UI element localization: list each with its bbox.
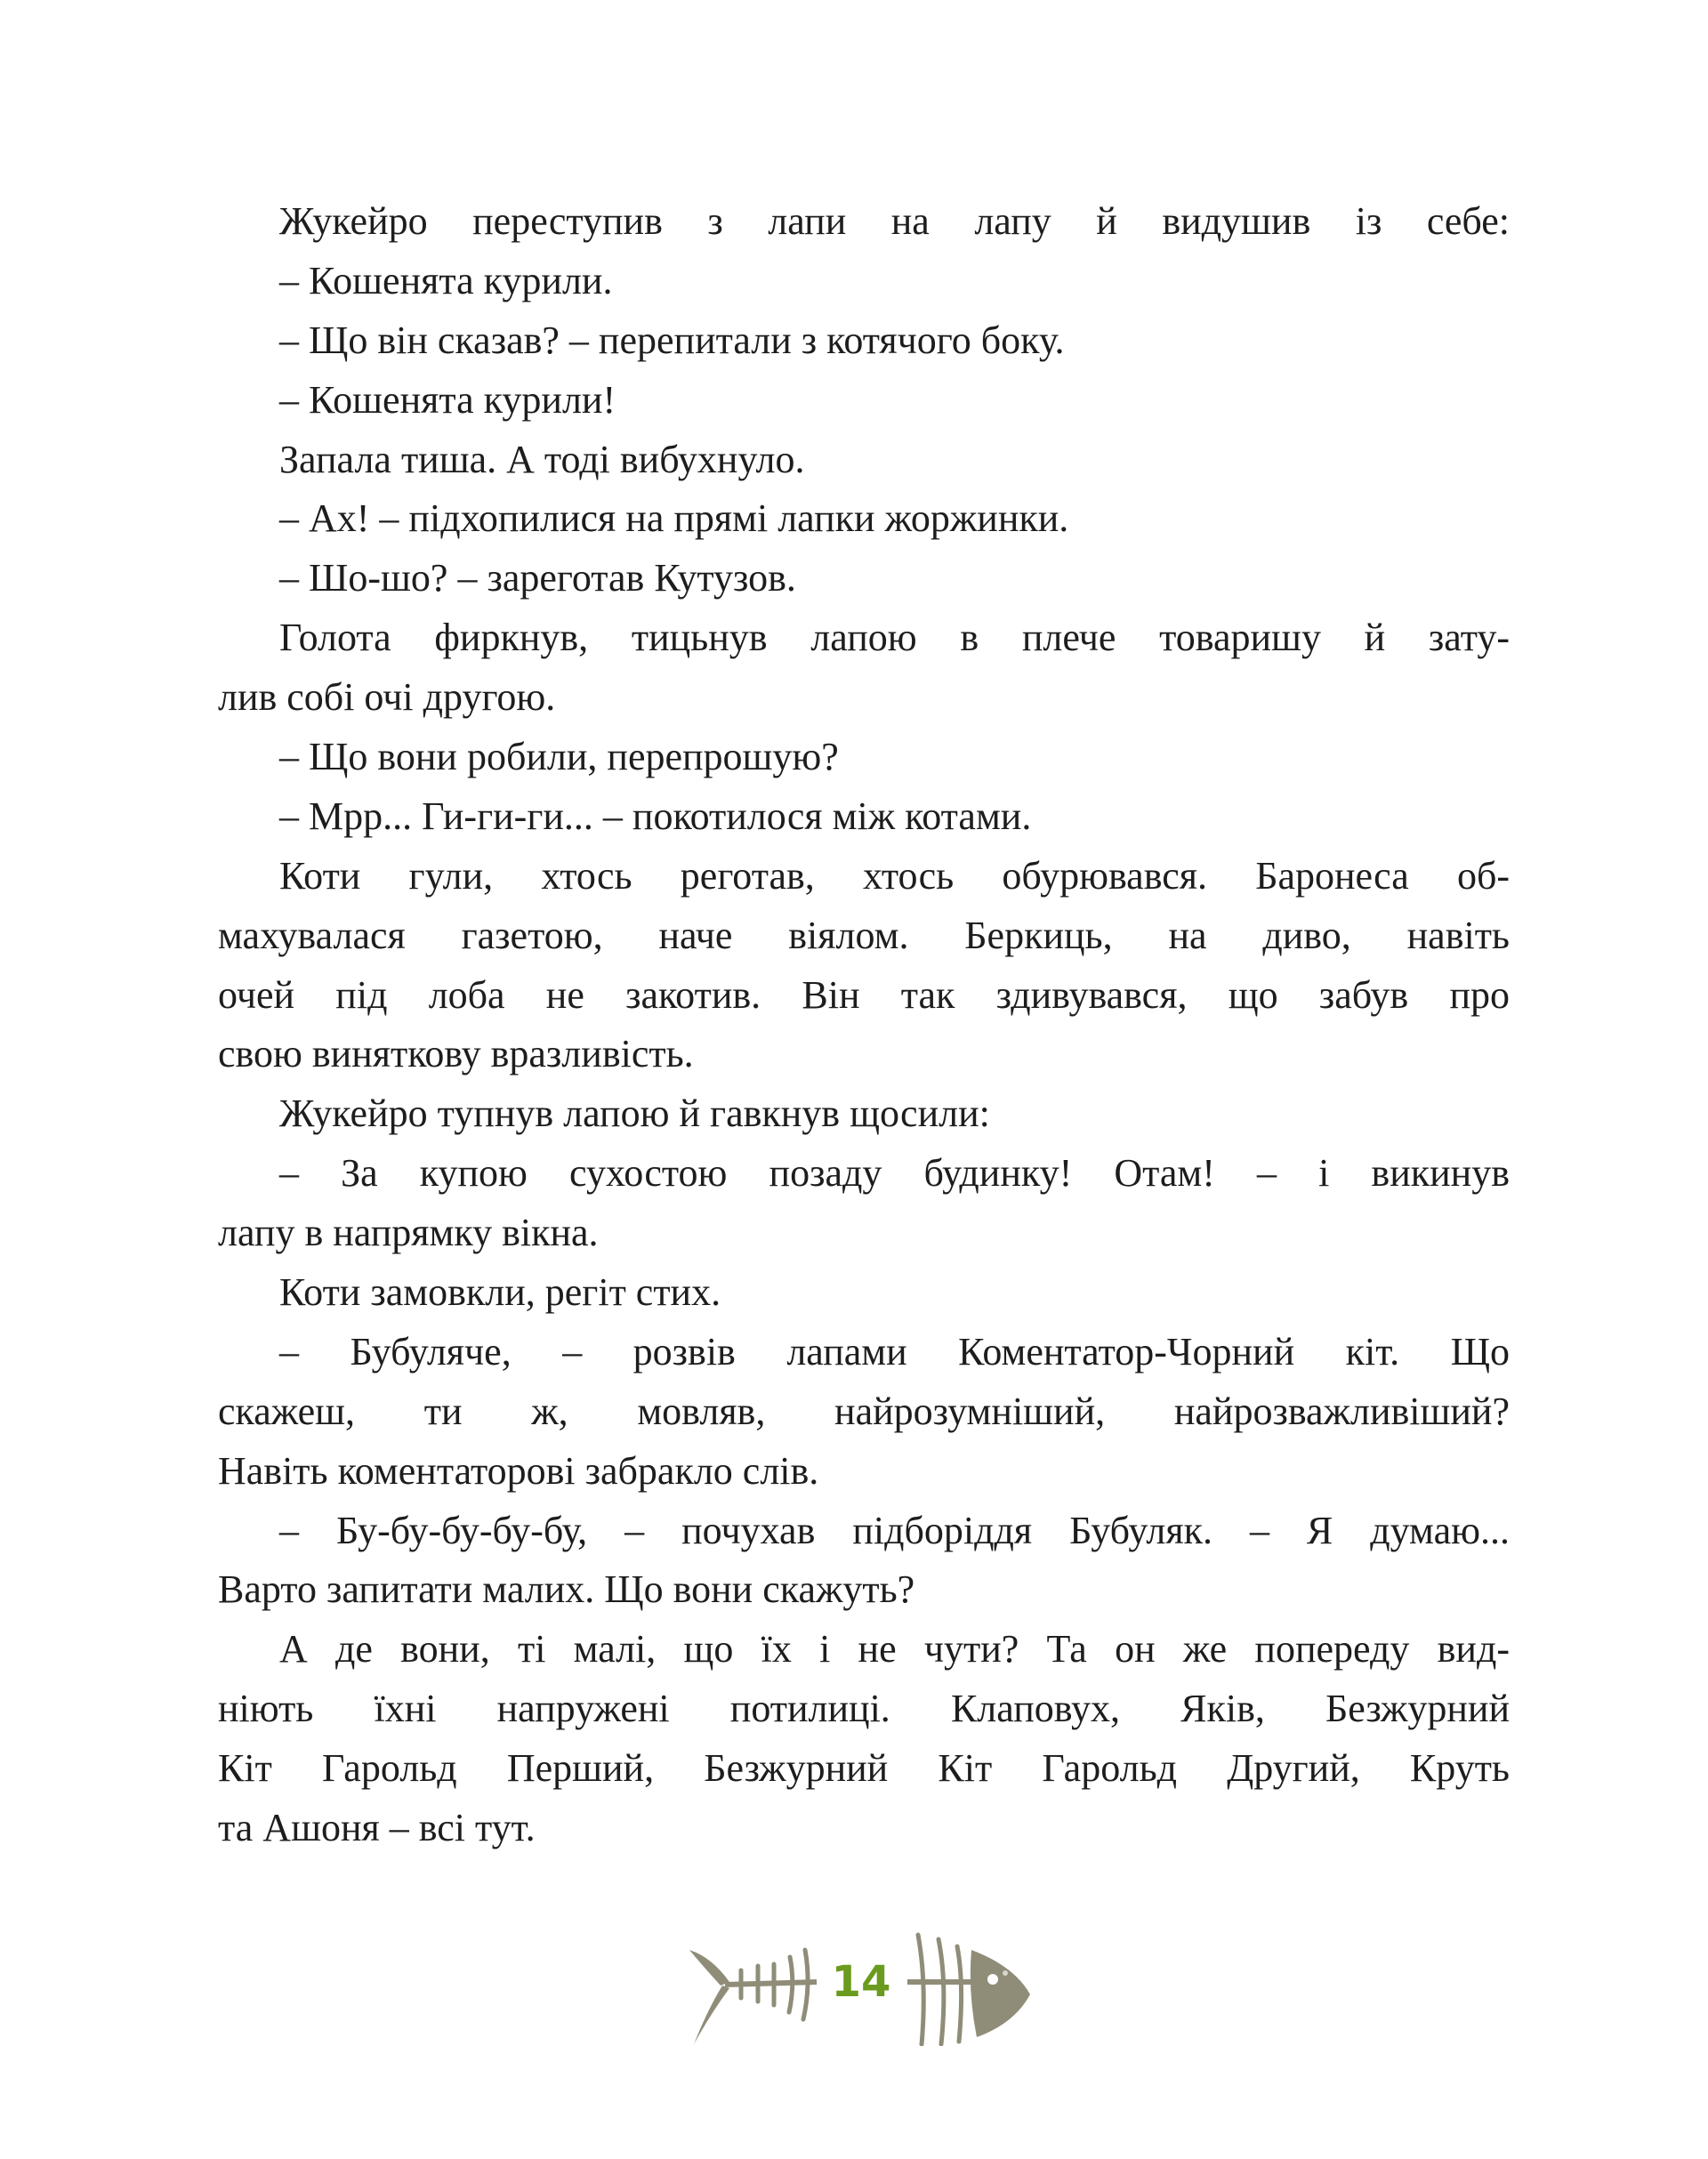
text-line: Жукейро тупнув лапою й гавкнув щосили: — [279, 1092, 990, 1136]
text-line: – Кошенята курили. — [279, 258, 613, 302]
text-line: та Ашоня – всі тут. — [218, 1806, 536, 1850]
text-line: – За купою сухостою позаду будинку! Отам! – і викинув — [279, 1151, 1510, 1196]
text-line: А де вони, ті малі, що їх і не чути? Та он же попереду вид- — [279, 1627, 1510, 1672]
text-line: Голота фиркнув, тицьнув лапою в плече товаришу й зату- — [279, 616, 1510, 660]
fish-tail-skeleton-icon — [685, 1930, 818, 2046]
text-line: лив собі очі другою. — [218, 675, 556, 720]
text-line: свою виняткову вразливість. — [218, 1032, 694, 1076]
text-line: скажеш, ти ж, мовляв, найрозумніший, найрозважливіший? — [218, 1389, 1510, 1433]
text-line: Коти замовкли, регіт стих. — [279, 1270, 721, 1315]
text-line: ніють їхні напружені потилиці. Клаповух, Яків, Безжурний — [218, 1687, 1510, 1731]
fish-head-skeleton-icon — [907, 1930, 1032, 2046]
text-line: – Що вони робили, перепрошую? — [279, 735, 839, 779]
text-line: – Що він сказав? – перепитали з котячого боку. — [279, 318, 1065, 362]
text-line: Коти гули, хтось реготав, хтось обурювався. Баронеса об- — [279, 853, 1510, 898]
text-line: – Бу-бу-бу-бу-бу, – почухав підборіддя Бубуляк. – Я думаю... — [279, 1508, 1510, 1552]
page-body-text — [218, 192, 1510, 1858]
text-line: Запала тиша. А тоді вибухнуло. — [279, 437, 805, 481]
text-line: – Мрр... Ги-ги-ги... – покотилося між котами. — [279, 794, 1032, 838]
text-line: очей під лоба не закотив. Він так здивувався, що забув про — [218, 972, 1510, 1017]
text-line: – Ах! – підхопилися на прямі лапки жоржинки. — [279, 496, 1069, 541]
text-line: лапу в напрямку вікна. — [218, 1211, 599, 1255]
text-line: Навіть коментаторові забракло слів. — [218, 1448, 819, 1493]
text-line: Варто запитати малих. Що вони скажуть? — [218, 1567, 915, 1612]
page-footer — [0, 1930, 1708, 2046]
page-number: 14 — [831, 1957, 891, 2007]
text-line: Кіт Гарольд Перший, Безжурний Кіт Гарольд Другий, Круть — [218, 1746, 1510, 1791]
text-line: махувалася газетою, наче віялом. Беркиць, на диво, навіть — [218, 913, 1510, 957]
text-line: – Шо-шо? – зареготав Кутузов. — [279, 556, 796, 600]
text-line: – Кошенята курили! — [279, 377, 616, 422]
text-line: – Бубуляче, – розвів лапами Коментатор-Чорний кіт. Що — [279, 1329, 1510, 1374]
text-line: Жукейро переступив з лапи на лапу й видушив із себе: — [279, 199, 1510, 243]
